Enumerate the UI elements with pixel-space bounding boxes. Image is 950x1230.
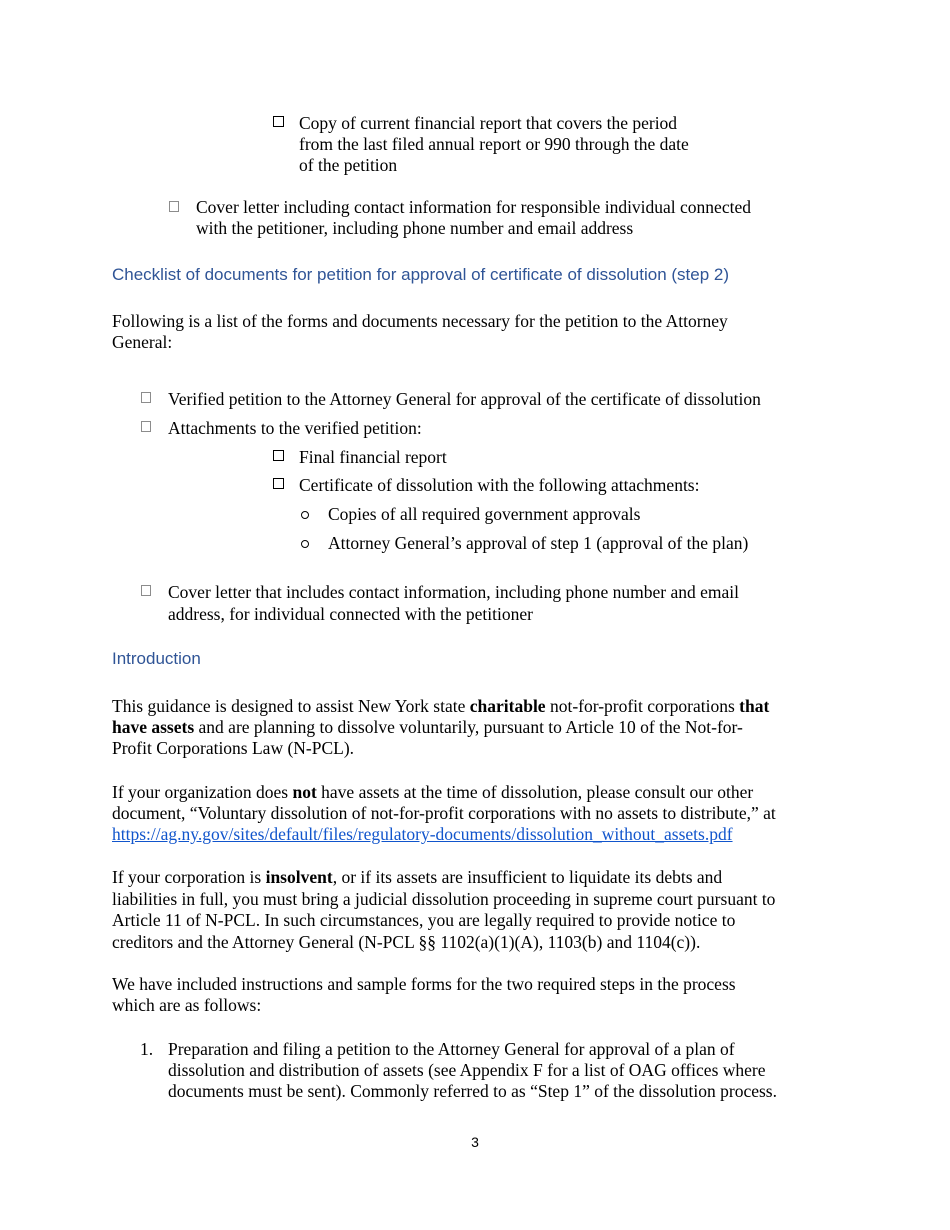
intro-p3-line-1: If your corporation is insolvent, or if its assets are insufficient to liquidate its debts and [112,867,723,887]
attachments-item: Attachments to the verified petition: [168,418,422,438]
step2-cover-letter-line-1: Cover letter that includes contact information, including phone number and email [168,582,740,602]
checkbox-financial-report[interactable] [273,116,284,127]
cover-letter-line-1: Cover letter including contact information for responsible individual connected [196,197,751,217]
step2-intro-line-2: General: [112,332,173,352]
financial-report-line-1: Copy of current financial report that covers the period [299,113,678,133]
bullet-ag-approval [301,540,309,548]
intro-p2-line-3 [112,824,733,845]
checkbox-final-report[interactable] [273,450,284,461]
step2-heading: Checklist of documents for petition for approval of certificate of dissolution (step 2) [112,265,730,284]
intro-p4-line-1: We have included instructions and sample forms for the two required steps in the process [112,974,736,994]
checkbox-certificate[interactable] [273,478,284,489]
introduction-heading: Introduction [112,649,201,668]
dissolution-without-assets-link[interactable]: https://ag.ny.gov/sites/default/files/regulatory-documents/dissolution_without_assets.pdf [112,824,733,844]
list-item-line-1: Preparation and filing a petition to the Attorney General for approval of a plan of [168,1039,735,1059]
checkbox-verified-petition[interactable] [141,392,151,403]
verified-petition-item: Verified petition to the Attorney General for approval of the certificate of dissolution [168,389,761,409]
intro-p4-line-2: which are as follows: [112,995,262,1015]
bullet-copies [301,511,309,519]
checkbox-cover-letter-step1[interactable] [169,201,179,212]
cover-letter-line-2: with the petitioner, including phone number and email address [196,218,634,238]
intro-p1-line-3: Profit Corporations Law (N-PCL). [112,738,355,758]
intro-p3-line-2: liabilities in full, you must bring a judicial dissolution proceeding in supreme court pursuant to [112,889,776,909]
financial-report-line-3: of the petition [299,155,398,175]
intro-p2-line-1: If your organization does not have assets at the time of dissolution, please consult our other [112,782,754,802]
intro-p3-line-3: Article 11 of N-PCL. In such circumstances, you are legally required to provide notice to [112,910,736,930]
intro-p2-line-2: document, “Voluntary dissolution of not-for-profit corporations with no assets to distribute,” at [112,803,776,823]
list-item-line-3: documents must be sent). Commonly referred to as “Step 1” of the dissolution process. [168,1081,777,1101]
certificate-item: Certificate of dissolution with the following attachments: [299,475,700,495]
financial-report-line-2: from the last filed annual report or 990 through the date [299,134,689,154]
checkbox-attachments[interactable] [141,421,151,432]
intro-p1-line-2: have assets and are planning to dissolve voluntarily, pursuant to Article 10 of the Not-for- [112,717,743,737]
ag-approval-item: Attorney General’s approval of step 1 (approval of the plan) [328,533,749,553]
page-number: 3 [471,1134,479,1150]
copies-item: Copies of all required government approvals [328,504,641,524]
checkbox-cover-letter-step2[interactable] [141,585,151,596]
final-report-item: Final financial report [299,447,447,467]
intro-p1-line-1: This guidance is designed to assist New York state charitable not-for-profit corporations that [112,696,770,716]
list-item-line-2: dissolution and distribution of assets (see Appendix F for a list of OAG offices where [168,1060,766,1080]
step2-intro-line-1: Following is a list of the forms and documents necessary for the petition to the Attorney [112,311,728,331]
step2-cover-letter-line-2: address, for individual connected with the petitioner [168,604,533,624]
intro-p3-line-4: creditors and the Attorney General (N-PCL §§ 1102(a)(1)(A), 1103(b) and 1104(c)). [112,932,701,952]
list-number-1: 1. [140,1039,154,1059]
